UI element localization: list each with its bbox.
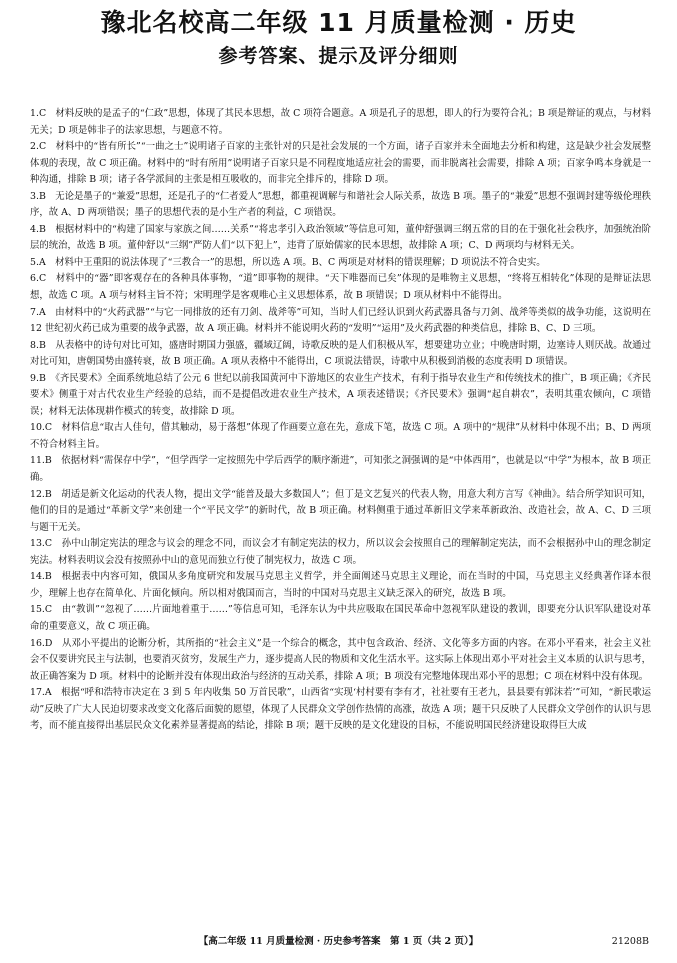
answer-item-6: 6.C 材料中的“器”即客观存在的各种具体事物，“道”即事物的规律。“天下唯器而已矣”体现的是唯物主义思想，“终将互相转化”体现的是辩证法思想，故选 C 项。A 项与材料主旨不符；宋明理学是客观唯心主义思想体系，故 B 项错误；D 项从材料中不能得出。 <box>30 273 651 302</box>
answer-item-2: 2.C 材料中的“皆有所长”“一曲之士”说明诸子百家的主张针对的只是社会发展的一个方面，诸子百家并未全面地去分析和构建，这是缺少社会发展整体观的表现，故 C 项正确。材料中的“时有所用”说明诸子百家只是不同程度地适应社会的需要，而非脱离社会需要，排除 A 项；百家争鸣本身就是一种沟通，排除 B 项；诸子各学派间的主张是相互吸收的，而非完全排斥的，排除 D 项。 <box>30 141 651 186</box>
footer-page-label: 【高二年级 11 月质量检测 · 历史参考答案 第 1 页（共 2 页）】 <box>198 936 479 947</box>
answer-item-1: 1.C 材料反映的是孟子的“仁政”思想，体现了其民本思想，故 C 项符合题意。A 项是孔子的思想，即人的行为要符合礼；B 项是辩证的观点，与材料无关；D 项是韩非子的法家思想，与题意不符。 <box>30 108 651 136</box>
footer-doc-code: 21208B <box>611 936 649 947</box>
answer-item-9: 9.B 《齐民要术》全面系统地总结了公元 6 世纪以前我国黄河中下游地区的农业生产技术，有利于指导农业生产和传统技术的推广，B 项正确；《齐民要术》侧重于对古代农业生产经验的总结，而不是提倡改进农业生产技术，A 项表述错误；《齐民要术》强调“起自耕农”，表明其重农倾向，C 项错误；材料无法体现耕作模式的转变，故排除 D 项。 <box>30 372 651 417</box>
answer-item-15: 15.C 由“教训”“忽视了……片面地着重于……”等信息可知，毛泽东认为中共应吸取在国民革命中忽视军队建设的教训，即要充分认识军队建设对革命的重要意义，故 C 项正确。 <box>30 604 651 632</box>
answer-item-8: 8.B 从表格中的诗句对比可知，盛唐时期国力强盛，疆域辽阔，诗歌反映的是人们积极从军，想要建功立业；中晚唐时期，边塞诗人则厌战。故通过对比可知，唐朝国势由盛转衰，故 B 项正确。A 项从表格中不能得出，C 项说法错误，诗歌中从积极到消极的态度表明 D 项错误。 <box>30 339 651 368</box>
page-title: 豫北名校高二年级 11 月质量检测 · 历史 <box>100 8 577 37</box>
answer-item-5: 5.A 材料中王重阳的说法体现了“三教合一”的思想，所以选 A 项。B、C 两项是对材料的错误理解；D 项说法不符合史实。 <box>30 256 546 268</box>
answer-item-4: 4.B 根据材料中的“构建了国家与家族之间……关系”“将忠孝引入政治领域”等信息可知，董仲舒强调三纲五常的目的在于强化社会秩序，加强统治阶层的统治，故选 B 项。董仲舒以“三纲”严防人们“以下犯上”，违背了原始儒家的民本思想，故排除 A 项；C、D 两项均与材料无关。 <box>30 223 651 252</box>
page-footer <box>0 934 677 950</box>
answer-list <box>30 106 651 919</box>
answer-item-11: 11.B 依据材料“需保存中学”，“但学西学一定按照先中学后西学的顺序渐进”，可知张之洞强调的是“中体西用”，也就是以“中学”为根本，故 B 项正确。 <box>30 455 651 484</box>
answer-item-7: 7.A 由材料中的“火药武器”“与它一同排放的还有刀剑、战斧等”可知，当时人们已经认识到火药武器具备与刀剑、战斧等类似的战争功能，这说明在 12 世纪初火药已成为重要的战争武器，故 A 项正确。材料并不能说明火药的“发明”“运用”及火药武器的种类信息，排除 B、C、D 三项。 <box>30 306 651 335</box>
answer-item-12: 12.B 胡适是新文化运动的代表人物，提出文学“能普及最大多数国人”；但丁是文艺复兴的代表人物，用意大利方言写《神曲》。结合所学知识可知，他们的目的是通过“革新文学”来创建一个“平民文学”的新时代，故 B 项正确。材料侧重于通过革新旧文学来革新政治、改造社会，故 A、C、D 三项与题干无关。 <box>30 488 651 533</box>
answer-item-17: 17.A 根据“呼和浩特市决定在 3 到 5 年内收集 50 万首民歌”，山西省“实现‘村村要有李有才，社社要有王老九，县县要有郭沫若’”可知，“新民歌运动”反映了广大人民迫切要求改变文化落后面貌的愿望，体现了人民群众文学创作热情的高涨，故选 A 项；题干只反映了人民群众文学创作的认识与思考，而不能直接得出基层民众文化素养显著提高的结论，排除 B 项；题干反映的是文化建设的目标，不能说明国民经济建设取得巨大成 <box>30 687 651 732</box>
answer-item-14: 14.B 根据表中内容可知，俄国从多角度研究和发展马克思主义哲学，并全面阐述马克思主义理论，而在当时的中国，马克思主义经典著作译本很少，理解上也存在简单化、片面化倾向。所以相对俄国而言，当时的中国对马克思主义缺乏深入的研究，故选 B 项。 <box>30 571 651 599</box>
answer-item-10: 10.C 材料信息“取古人佳句，借其触动，易于落想”体现了作画要立意在先，意成下笔，故选 C 项。A 项中的“规律”从材料中体现不出；B、D 两项不符合材料主旨。 <box>30 422 651 450</box>
answer-item-16: 16.D 从邓小平提出的论断分析，其所指的“社会主义”是一个综合的概念，其中包含政治、经济、文化等多方面的内容。在邓小平看来，社会主义社会不仅要讲究民主与法制，也要消灭贫穷，发展生产力，逐步提高人民的物质和文化生活水平。这实际上体现出邓小平对社会主义本质的认识与思考，故正确答案为 D 项。材料中的论断并没有体现出政治与经济的互动关系，排除 A 项；B 项没有完整地体现出邓小平的思想；C 项在材料中没有体现。 <box>30 637 651 682</box>
answer-item-13: 13.C 孙中山制定宪法的理念与议会的理念不同，而议会才有制定宪法的权力，所以议会会按照自己的理解制定宪法，而不会根据孙中山的理念制定宪法。材料表明议会没有按照孙中山的意见而独立行使了制宪权力，故选 C 项。 <box>30 538 651 566</box>
page-subtitle: 参考答案、提示及评分细则 <box>218 45 459 67</box>
answer-item-3: 3.B 无论是墨子的“兼爱”思想，还是孔子的“仁者爱人”思想，都重视调解与和谐社会人际关系，故选 B 项。墨子的“兼爱”思想不强调封建等级伦理秩序，故 A、D 两项错误；墨子的思想代表的是小生产者的利益，C 项错误。 <box>30 190 651 219</box>
